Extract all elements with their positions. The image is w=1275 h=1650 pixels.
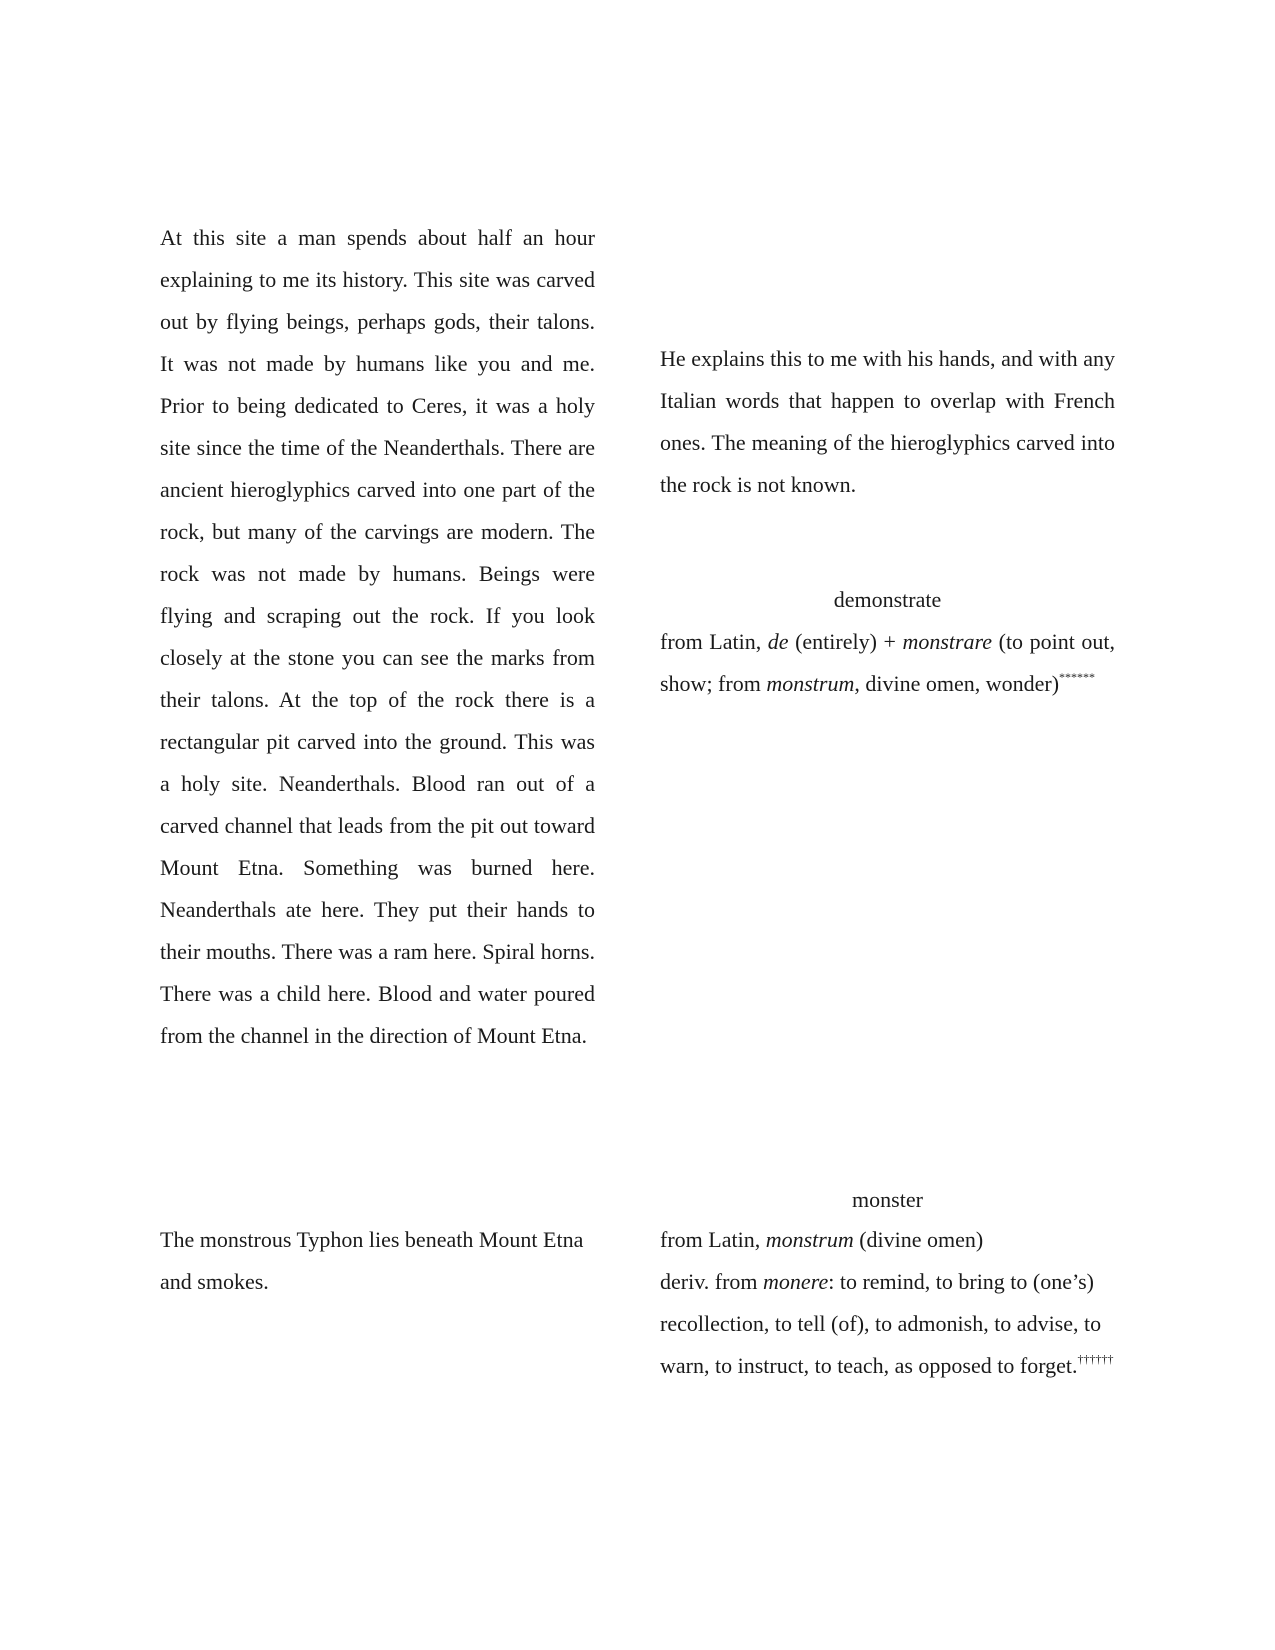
etym-latin-word: monstrum bbox=[765, 1227, 854, 1252]
headword-demonstrate: demonstrate bbox=[833, 587, 942, 612]
etymology-demonstrate bbox=[660, 621, 1115, 705]
etym-text: , divine omen, wonder) bbox=[854, 671, 1060, 696]
headword-monster: monster bbox=[852, 1187, 923, 1212]
etym-text: (entirely) + bbox=[788, 629, 903, 654]
footnote-mark-demonstrate: ****** bbox=[1059, 670, 1096, 684]
etym-latin-word: monstrum bbox=[766, 671, 855, 696]
etym-text: from Latin, bbox=[660, 1227, 766, 1252]
right-paragraph-explanation: He explains this to me with his hands, and with any Italian words that happen to overlap with French ones. The meaning of the hieroglyphics carved into the rock is not known. bbox=[660, 346, 1115, 497]
left-paragraph-typhon: The monstrous Typhon lies beneath Mount Etna and smokes. bbox=[160, 1227, 584, 1294]
left-paragraph-history: At this site a man spends about half an hour explaining to me its history. This site was carved out by flying beings, perhaps gods, their talons. It was not made by humans like you and me. Prior to being dedicated to Ceres, it was a holy site since the time of the Neanderthals. There are ancient hieroglyphics carved into one part of the rock, but many of the carvings are modern. The rock was not made by humans. Beings were flying and scraping out the rock. If you look closely at the stone you can see the marks from their talons. At the top of the rock there is a rectangular pit carved into the ground. This was a holy site. Neanderthals. Blood ran out of a carved channel that leads from the pit out toward Mount Etna. Something was burned here. Neanderthals ate here. They put their hands to their mouths. There was a ram here. Spiral horns. There was a child here. Blood and water poured from the channel in the direction of Mount Etna. bbox=[160, 225, 595, 1048]
etym-text: from Latin, bbox=[660, 629, 768, 654]
etym-latin-word: monstrare bbox=[902, 629, 993, 654]
etymology-monster bbox=[660, 1219, 1115, 1387]
etym-text: (divine omen) bbox=[853, 1227, 984, 1252]
etym-latin-word: de bbox=[767, 629, 789, 654]
footnote-mark-monster: †††††† bbox=[1077, 1352, 1114, 1366]
etym-text: : to remind, to bring to (one’s) recollection, to tell (of), to admonish, to advise, to warn, to instruct, to teach, as opposed to forget. bbox=[660, 1269, 1102, 1378]
etym-latin-word: monere bbox=[763, 1269, 829, 1294]
etym-text: (to point out, show; from bbox=[660, 629, 1115, 696]
etym-text: deriv. from bbox=[660, 1269, 764, 1294]
